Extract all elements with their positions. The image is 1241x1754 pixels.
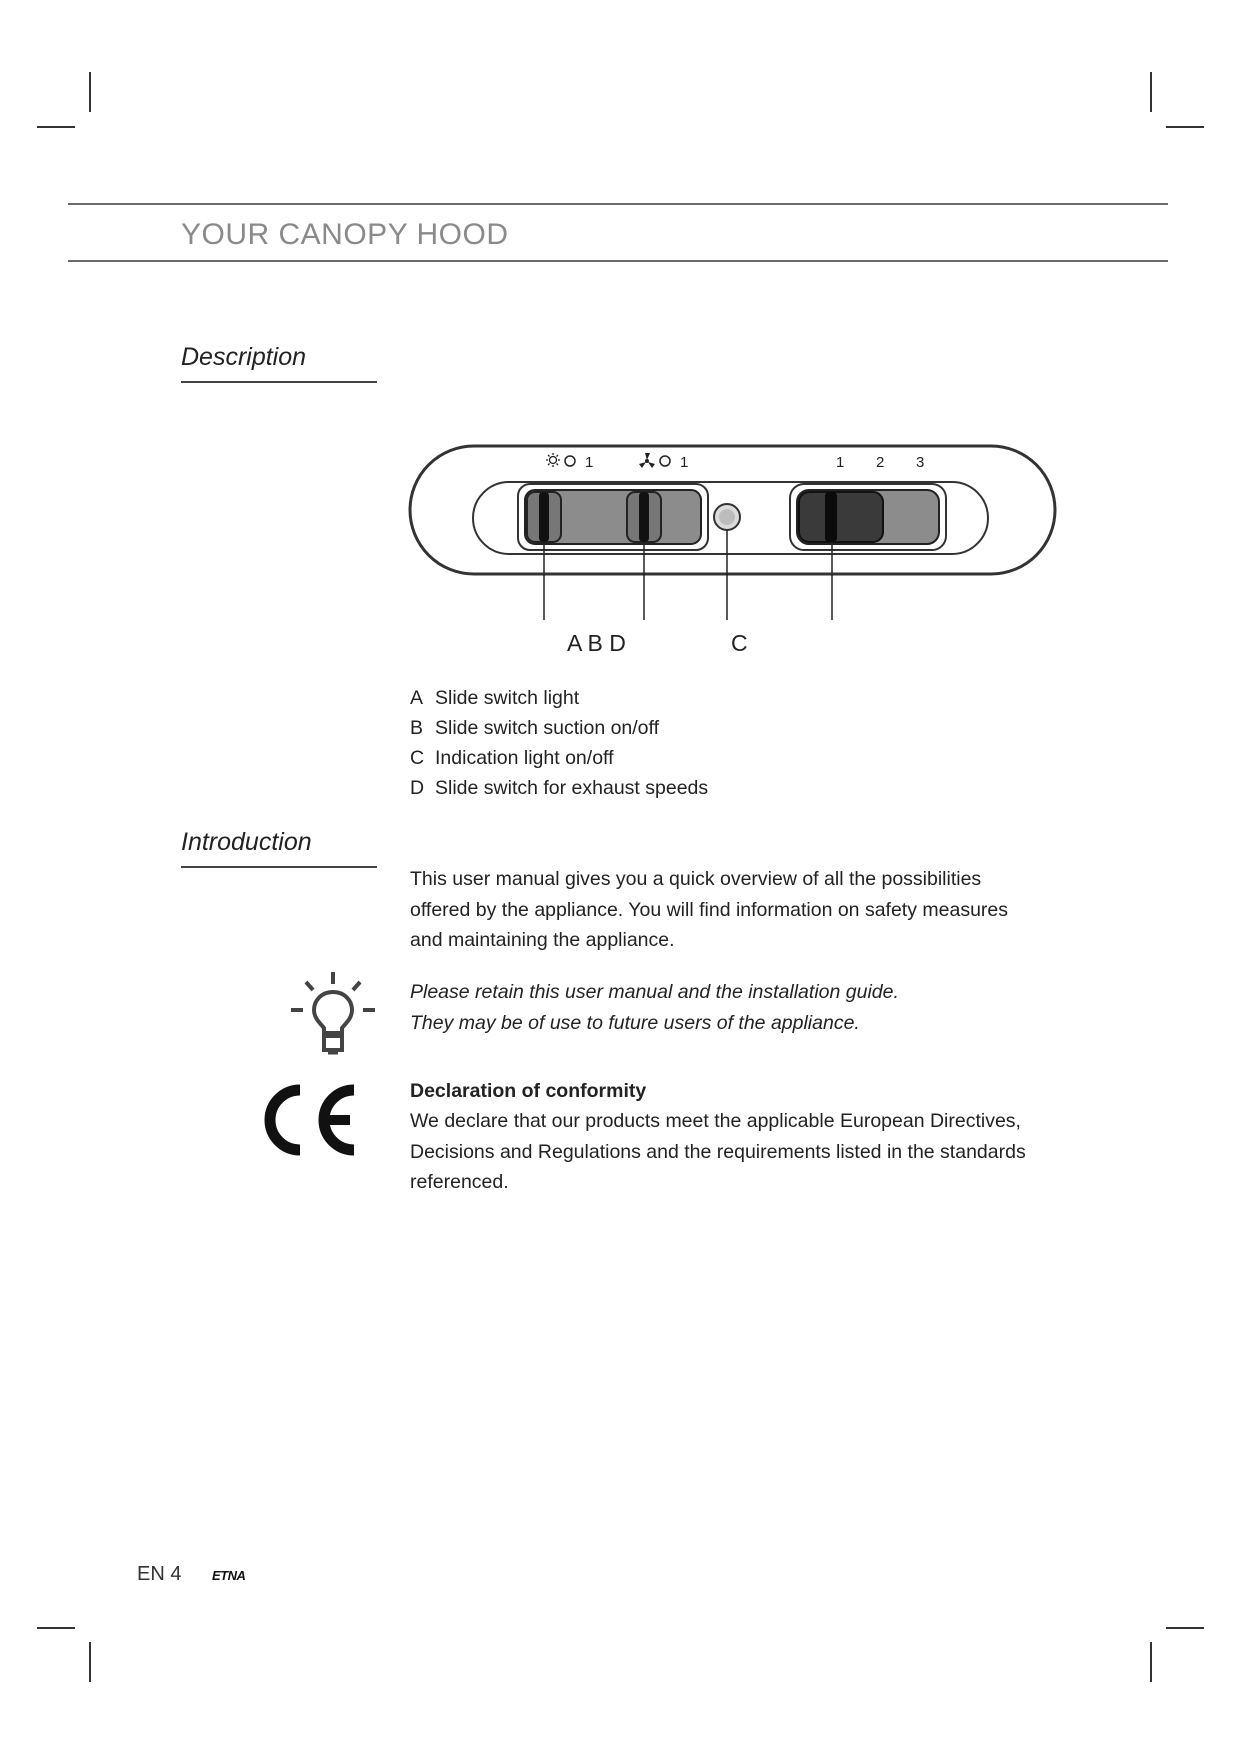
slide-switch-d bbox=[799, 492, 883, 542]
introduction-rule bbox=[181, 866, 377, 868]
tip-line: Please retain this user manual and the installation guide. bbox=[410, 981, 899, 1003]
legend-text: Slide switch light bbox=[435, 687, 580, 709]
speed-label-1: 1 bbox=[836, 454, 845, 471]
brand-logo: ETNA bbox=[212, 1568, 246, 1583]
page-number: EN 4 bbox=[137, 1563, 182, 1585]
declaration-line: referenced. bbox=[410, 1171, 509, 1193]
speed-label-2: 2 bbox=[876, 454, 885, 471]
paragraph-line: and maintaining the appliance. bbox=[410, 929, 675, 951]
description-rule bbox=[181, 381, 377, 383]
crop-mark-top-right-v bbox=[1150, 72, 1152, 112]
crop-mark-bottom-right-h bbox=[1166, 1627, 1204, 1629]
header-rule-bottom bbox=[68, 260, 1168, 262]
crop-mark-top-left-v bbox=[89, 72, 91, 112]
legend-key: B bbox=[410, 717, 424, 739]
left-switch-on-label: 1 bbox=[585, 454, 594, 471]
tip-line: They may be of use to future users of the appliance. bbox=[410, 1011, 860, 1034]
crop-mark-bottom-right-v bbox=[1150, 1642, 1152, 1682]
legend-item bbox=[410, 743, 614, 773]
crop-mark-top-left-h bbox=[37, 126, 75, 128]
declaration-line: We declare that our products meet the applicable European Directives, bbox=[410, 1110, 1021, 1132]
crop-mark-bottom-left-h bbox=[37, 1627, 75, 1629]
introduction-heading: Introduction bbox=[181, 828, 312, 856]
declaration-heading: Declaration of conformity bbox=[410, 1080, 647, 1102]
declaration-block bbox=[410, 1076, 1026, 1198]
callout-label-c: C bbox=[731, 630, 748, 656]
legend-item bbox=[410, 713, 659, 743]
middle-switch-on-label: 1 bbox=[680, 454, 689, 471]
lightbulb-icon bbox=[288, 970, 378, 1060]
legend-item bbox=[410, 773, 708, 803]
description-heading: Description bbox=[181, 343, 307, 371]
paragraph-line: This user manual gives you a quick overview of all the possibilities bbox=[410, 868, 982, 890]
legend-key: C bbox=[410, 747, 425, 769]
introduction-paragraph bbox=[410, 864, 1008, 956]
legend-key: A bbox=[410, 687, 424, 709]
callout-label-abd: A B D bbox=[567, 630, 626, 656]
legend-text: Indication light on/off bbox=[435, 747, 614, 769]
control-panel-diagram bbox=[405, 440, 1060, 655]
tip-text bbox=[410, 977, 899, 1038]
header-rule-top bbox=[68, 203, 1168, 205]
legend-item bbox=[410, 683, 579, 713]
legend-text: Slide switch suction on/off bbox=[435, 717, 660, 739]
ce-mark-icon bbox=[256, 1080, 358, 1160]
crop-mark-bottom-left-v bbox=[89, 1642, 91, 1682]
paragraph-line: offered by the appliance. You will find information on safety measures bbox=[410, 898, 1009, 921]
legend-key: D bbox=[410, 777, 425, 799]
legend-text: Slide switch for exhaust speeds bbox=[435, 777, 709, 799]
speed-label-3: 3 bbox=[916, 454, 925, 471]
crop-mark-top-right-h bbox=[1166, 126, 1204, 128]
declaration-line: Decisions and Regulations and the requirements listed in the standards bbox=[410, 1140, 1026, 1163]
page-title: YOUR CANOPY HOOD bbox=[181, 218, 509, 251]
